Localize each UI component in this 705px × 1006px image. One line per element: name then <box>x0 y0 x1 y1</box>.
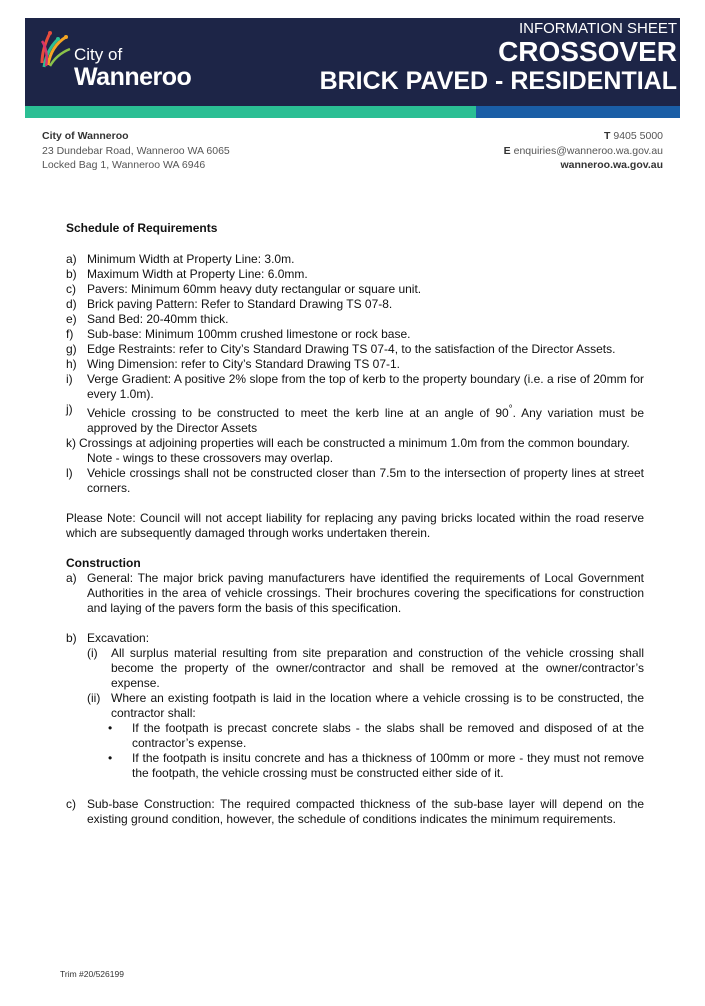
schedule-item-l: l) Vehicle crossings shall not be constructed closer than 7.5m to the intersection of property lines at street corners. <box>66 466 644 495</box>
schedule-item-i: i) Verge Gradient: A positive 2% slope from the top of kerb to the property boundary (i.e. a rise of 20mm for every 1.0m). <box>66 372 644 401</box>
contact-details <box>504 129 663 173</box>
bullet-icon: • <box>108 751 113 765</box>
schedule-title: Schedule of Requirements <box>66 221 218 235</box>
construction-bullet-1: • If the footpath is precast concrete slabs - the slabs shall be removed and disposed of at the contractor’s expense. <box>108 721 644 750</box>
header-title-crossover: CROSSOVER <box>498 36 677 67</box>
logo-text-wanneroo: Wanneroo <box>74 63 192 91</box>
schedule-item-f: f) Sub-base: Minimum 100mm crushed limestone or rock base. <box>66 327 411 341</box>
schedule-item-d: d) Brick paving Pattern: Refer to Standard Drawing TS 07-8. <box>66 297 393 311</box>
schedule-item-j: j) Vehicle crossing to be constructed to meet the kerb line at an angle of 90°. Any variation must be approved by the Director Assets <box>66 402 644 435</box>
document-body <box>66 221 644 827</box>
contact-phone-row <box>504 129 663 144</box>
construction-item-b-i: (i) All surplus material resulting from site preparation and construction of the vehicle crossing shall become the property of the owner/contractor and shall be removed at the owner/contractor’s expense. <box>87 646 644 690</box>
contact-address-line1: 23 Dundebar Road, Wanneroo WA 6065 <box>42 144 230 157</box>
schedule-item-k: k) Crossings at adjoining properties will each be constructed a minimum 1.0m from the common boundary. <box>66 436 630 450</box>
contact-address <box>42 129 230 173</box>
degree-symbol: ° <box>508 404 513 415</box>
schedule-item-g: g) Edge Restraints: refer to City’s Standard Drawing TS 07-4, to the satisfaction of the Director Assets. <box>66 342 616 356</box>
construction-title: Construction <box>66 556 141 570</box>
contact-org: City of Wanneroo <box>42 130 129 142</box>
contact-email[interactable]: enquiries@wanneroo.wa.gov.au <box>513 144 663 157</box>
trim-reference: Trim #20/526199 <box>60 969 124 979</box>
contact-phone: 9405 5000 <box>613 130 663 142</box>
contact-website[interactable]: wanneroo.wa.gov.au <box>560 159 663 171</box>
construction-item-b: b) Excavation: <box>66 631 150 645</box>
bullet-icon: • <box>108 721 113 735</box>
city-logo <box>38 29 208 93</box>
logo-text-city-of: City of <box>74 45 123 64</box>
schedule-item-e: e) Sand Bed: 20-40mm thick. <box>66 312 229 326</box>
schedule-item-a: a) Minimum Width at Property Line: 3.0m. <box>66 252 295 266</box>
header-stripe-blue <box>476 106 680 118</box>
construction-bullet-2: • If the footpath is insitu concrete and has a thickness of 100mm or more - they must not remove the footpath, the vehicle crossing must be constructed either side of it. <box>108 751 644 780</box>
schedule-item-b: b) Maximum Width at Property Line: 6.0mm. <box>66 267 308 281</box>
email-label: E <box>503 144 511 157</box>
phone-label: T <box>604 130 611 142</box>
please-note: Please Note: Council will not accept liability for replacing any paving bricks located within the road reserve which are subsequently damaged through works undertaken therein. <box>66 511 644 540</box>
header-title-brick-paved: BRICK PAVED - RESIDENTIAL <box>319 67 677 95</box>
schedule-item-k-note: Note - wings to these crossovers may overlap. <box>87 451 334 465</box>
construction-item-a: a) General: The major brick paving manufacturers have identified the requirements of Local Government Authorities in the area of vehicle crossings. Their brochures covering the specifications for construction and laying of the pavers form the basis of this specification. <box>66 571 644 615</box>
contact-email-row <box>504 144 663 159</box>
contact-address-line2: Locked Bag 1, Wanneroo WA 6946 <box>42 159 206 171</box>
header-titles <box>320 20 677 95</box>
header-subtitle: INFORMATION SHEET <box>518 20 677 37</box>
header-stripe-green <box>25 106 476 118</box>
construction-item-b-ii: (ii) Where an existing footpath is laid in the location where a vehicle crossing is to be constructed, the contractor shall: <box>87 691 644 720</box>
flower-logo-icon <box>38 29 74 69</box>
construction-item-c: c) Sub-base Construction: The required compacted thickness of the sub-base layer will depend on the existing ground condition, however, the schedule of conditions indicates the minimum requirements. <box>66 797 644 826</box>
schedule-item-c: c) Pavers: Minimum 60mm heavy duty rectangular or square unit. <box>66 282 422 296</box>
schedule-item-h: h) Wing Dimension: refer to City’s Standard Drawing TS 07-1. <box>66 357 401 371</box>
